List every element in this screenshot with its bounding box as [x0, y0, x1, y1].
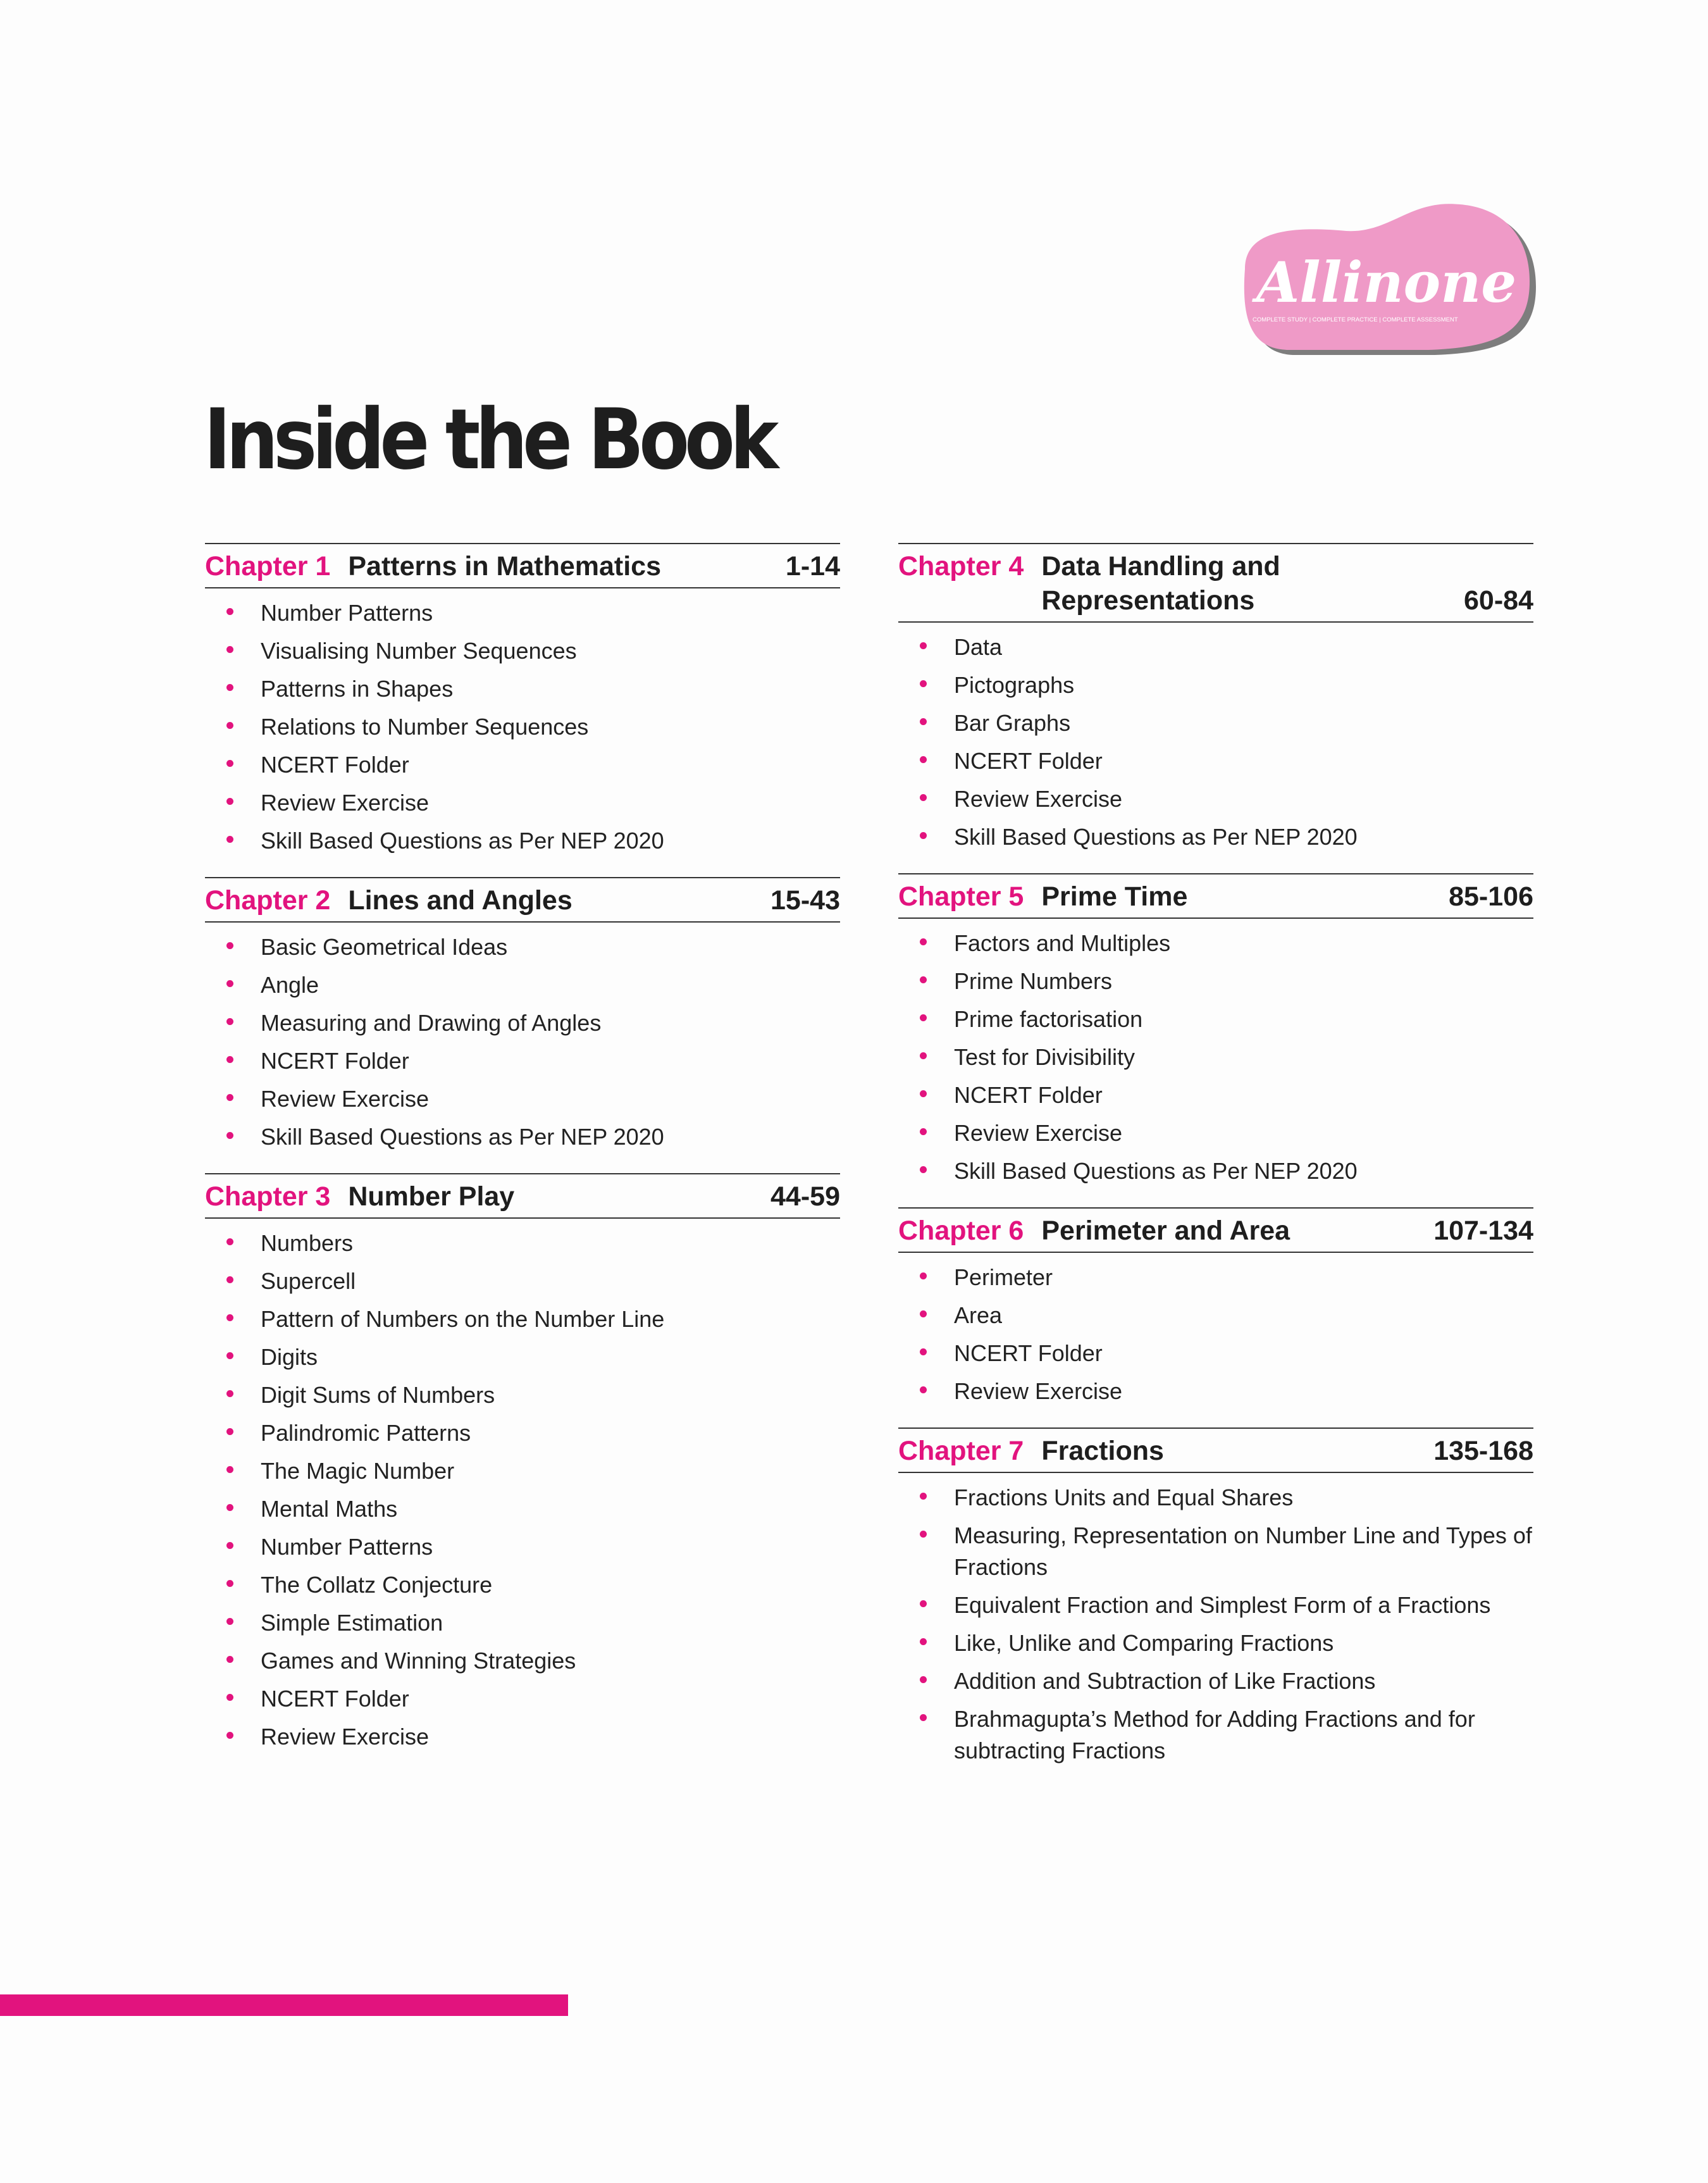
topic-item [205, 787, 840, 819]
topic-item [205, 673, 840, 705]
topic-label: Palindromic Patterns [261, 1420, 471, 1446]
topic-label: Skill Based Questions as Per NEP 2020 [261, 1124, 664, 1150]
topic-label: Skill Based Questions as Per NEP 2020 [954, 1158, 1358, 1184]
topic-label: Test for Divisibility [954, 1044, 1136, 1070]
bullet-dot-icon [226, 1390, 233, 1397]
topic-label: Review Exercise [261, 1086, 430, 1112]
topic-list [898, 928, 1533, 1187]
page-title: Inside the Book [204, 391, 774, 488]
chapter-title: Patterns in Mathematics [348, 551, 661, 582]
topic-item [898, 631, 1533, 663]
topic-item [898, 1627, 1533, 1659]
topic-label: The Magic Number [261, 1458, 455, 1484]
topic-label: Mental Maths [261, 1496, 398, 1522]
topic-label: Review Exercise [954, 1378, 1123, 1404]
bullet-dot-icon [920, 1386, 927, 1393]
bullet-dot-icon [226, 1732, 233, 1739]
bullet-dot-icon [226, 760, 233, 767]
topic-label: Pictographs [954, 672, 1075, 698]
topic-item [205, 1228, 840, 1259]
chapter-section [898, 873, 1533, 1187]
topic-label: Relations to Number Sequences [261, 714, 589, 740]
bullet-dot-icon [226, 1056, 233, 1063]
topic-label: NCERT Folder [261, 1048, 409, 1074]
topic-item [898, 1262, 1533, 1293]
bullet-dot-icon [226, 1694, 233, 1701]
topic-label: Brahmagupta’s Method for Adding Fractions and for subtracting Fractions [954, 1706, 1475, 1763]
chapter-section [898, 543, 1533, 853]
bullet-dot-icon [920, 1272, 927, 1279]
topic-label: Patterns in Shapes [261, 676, 454, 702]
topic-label: Review Exercise [954, 1120, 1123, 1146]
bullet-dot-icon [920, 1090, 927, 1097]
chapter-heading [898, 1207, 1533, 1253]
topic-label: Measuring and Drawing of Angles [261, 1010, 602, 1036]
topic-item [205, 969, 840, 1001]
topic-item [205, 1531, 840, 1563]
topic-item [898, 1155, 1533, 1187]
topic-item [898, 1079, 1533, 1111]
chapter-title: Prime Time [1041, 881, 1188, 912]
bullet-dot-icon [226, 1276, 233, 1283]
bullet-dot-icon [920, 1310, 927, 1317]
topic-item [898, 1338, 1533, 1369]
topic-label: NCERT Folder [954, 748, 1103, 774]
topic-list [898, 631, 1533, 853]
topic-item [205, 1121, 840, 1153]
bullet-dot-icon [226, 1018, 233, 1025]
topic-item [898, 1300, 1533, 1331]
topic-label: Supercell [261, 1268, 356, 1294]
bullet-dot-icon [226, 1580, 233, 1587]
logo-wordmark: Allinone [1256, 249, 1517, 315]
topic-label: Skill Based Questions as Per NEP 2020 [261, 828, 664, 854]
bullet-dot-icon [920, 1052, 927, 1059]
topic-label: Addition and Subtraction of Like Fractions [954, 1668, 1376, 1694]
topic-label: Games and Winning Strategies [261, 1648, 576, 1674]
bullet-dot-icon [226, 608, 233, 615]
bullet-dot-icon [920, 938, 927, 945]
chapter-section [205, 543, 840, 857]
topic-item [205, 635, 840, 667]
bullet-dot-icon [920, 718, 927, 725]
chapter-pages: 15-43 [770, 885, 840, 916]
chapter-title: Fractions [1041, 1436, 1164, 1466]
topic-item [898, 966, 1533, 997]
topic-label: Simple Estimation [261, 1610, 443, 1636]
bullet-dot-icon [226, 1656, 233, 1663]
bullet-dot-icon [226, 684, 233, 691]
bullet-dot-icon [226, 980, 233, 987]
bullet-dot-icon [920, 1166, 927, 1173]
bullet-dot-icon [226, 1542, 233, 1549]
topic-item [205, 597, 840, 629]
chapter-heading [205, 543, 840, 588]
chapter-pages: 60-84 [1464, 585, 1533, 616]
topic-label: Bar Graphs [954, 710, 1071, 736]
chapter-heading [898, 873, 1533, 919]
chapter-pages: 107-134 [1433, 1216, 1533, 1246]
topic-item [205, 1083, 840, 1115]
topic-item [205, 1341, 840, 1373]
bullet-dot-icon [226, 1352, 233, 1359]
chapter-number: Chapter 5 [898, 881, 1024, 912]
topic-item [205, 1569, 840, 1601]
topic-label: Fractions Units and Equal Shares [954, 1484, 1294, 1510]
chapter-pages: 135-168 [1433, 1436, 1533, 1466]
topic-label: Number Patterns [261, 1534, 433, 1560]
bullet-dot-icon [226, 646, 233, 653]
chapter-number: Chapter 1 [205, 551, 331, 582]
bullet-dot-icon [226, 1132, 233, 1139]
chapter-title: Lines and Angles [348, 885, 572, 916]
topic-label: Number Patterns [261, 600, 433, 626]
chapter-section [205, 877, 840, 1153]
topic-label: Digit Sums of Numbers [261, 1382, 495, 1408]
topic-label: Pattern of Numbers on the Number Line [261, 1306, 665, 1332]
bullet-dot-icon [920, 1348, 927, 1355]
topic-label: Visualising Number Sequences [261, 638, 577, 664]
topic-item [898, 1042, 1533, 1073]
topic-label: Angle [261, 972, 319, 998]
chapter-number: Chapter 2 [205, 885, 331, 916]
chapter-section [898, 1207, 1533, 1407]
topic-item [205, 825, 840, 857]
toc-column-left [205, 543, 840, 1773]
chapter-number: Chapter 4 [898, 551, 1024, 582]
bullet-dot-icon [920, 1714, 927, 1721]
bullet-dot-icon [920, 1638, 927, 1645]
bullet-dot-icon [226, 1094, 233, 1101]
bullet-dot-icon [920, 976, 927, 983]
topic-item [898, 928, 1533, 959]
bullet-dot-icon [226, 836, 233, 843]
bullet-dot-icon [920, 1014, 927, 1021]
bullet-dot-icon [920, 680, 927, 687]
topic-label: Review Exercise [261, 1724, 430, 1750]
topic-item [898, 783, 1533, 815]
chapter-pages: 44-59 [770, 1181, 840, 1212]
topic-list [205, 597, 840, 857]
chapter-section [205, 1173, 840, 1753]
bullet-dot-icon [226, 1314, 233, 1321]
topic-item [898, 1376, 1533, 1407]
topic-label: Data [954, 634, 1003, 660]
topic-label: Basic Geometrical Ideas [261, 934, 508, 960]
topic-label: Measuring, Representation on Number Line and Types of Fractions [954, 1522, 1532, 1580]
topic-label: Area [954, 1302, 1003, 1328]
topic-label: Skill Based Questions as Per NEP 2020 [954, 824, 1358, 850]
bullet-dot-icon [920, 1600, 927, 1607]
chapter-number: Chapter 7 [898, 1436, 1024, 1466]
bullet-dot-icon [920, 1128, 927, 1135]
bullet-dot-icon [920, 642, 927, 649]
topic-item [205, 1455, 840, 1487]
topic-label: NCERT Folder [261, 752, 409, 778]
chapter-pages: 85-106 [1449, 881, 1533, 912]
topic-label: Prime factorisation [954, 1006, 1143, 1032]
chapter-number: Chapter 3 [205, 1181, 331, 1212]
topic-item [898, 1589, 1533, 1621]
bullet-dot-icon [226, 1618, 233, 1625]
topic-list [205, 931, 840, 1153]
topic-label: Perimeter [954, 1264, 1053, 1290]
topic-item [205, 1303, 840, 1335]
chapter-heading [205, 1173, 840, 1219]
bullet-dot-icon [920, 832, 927, 839]
logo-tagline: COMPLETE STUDY | COMPLETE PRACTICE | COMPLETE ASSESSMENT [1253, 316, 1458, 323]
bullet-dot-icon [920, 794, 927, 801]
topic-list [898, 1262, 1533, 1407]
chapter-title: Perimeter and Area [1041, 1216, 1290, 1246]
topic-item [898, 1703, 1533, 1767]
topic-item [205, 1607, 840, 1639]
topic-item [898, 669, 1533, 701]
bullet-dot-icon [226, 1428, 233, 1435]
topic-label: NCERT Folder [954, 1340, 1103, 1366]
bullet-dot-icon [226, 722, 233, 729]
topic-item [898, 745, 1533, 777]
topic-label: Factors and Multiples [954, 930, 1171, 956]
topic-item [205, 1645, 840, 1677]
bullet-dot-icon [226, 798, 233, 805]
bullet-dot-icon [920, 756, 927, 763]
topic-label: Like, Unlike and Comparing Fractions [954, 1630, 1334, 1656]
toc-column-right [898, 543, 1533, 1787]
topic-item [205, 711, 840, 743]
topic-label: Equivalent Fraction and Simplest Form of a Fractions [954, 1592, 1491, 1618]
chapter-pages: 1-14 [785, 551, 840, 582]
topic-item [898, 1520, 1533, 1583]
bullet-dot-icon [920, 1531, 927, 1538]
bullet-dot-icon [226, 1504, 233, 1511]
topic-item [898, 821, 1533, 853]
topic-item [205, 1683, 840, 1715]
topic-label: Prime Numbers [954, 968, 1113, 994]
topic-item [898, 707, 1533, 739]
topic-label: Digits [261, 1344, 318, 1370]
topic-item [898, 1117, 1533, 1149]
bullet-dot-icon [226, 1238, 233, 1245]
chapter-heading [898, 1427, 1533, 1473]
topic-item [898, 1482, 1533, 1514]
topic-item [205, 1379, 840, 1411]
footer-accent-bar [0, 1994, 568, 2016]
topic-item [205, 1721, 840, 1753]
topic-label: Numbers [261, 1230, 354, 1256]
topic-label: Review Exercise [954, 786, 1123, 812]
topic-item [205, 931, 840, 963]
topic-label: NCERT Folder [261, 1686, 409, 1712]
topic-item [205, 1417, 840, 1449]
topic-item [898, 1004, 1533, 1035]
topic-item [205, 749, 840, 781]
topic-list [205, 1228, 840, 1753]
bullet-dot-icon [226, 942, 233, 949]
chapter-title: Data Handling and Representations [1041, 551, 1280, 616]
topic-item [205, 1493, 840, 1525]
chapter-section [898, 1427, 1533, 1767]
topic-label: NCERT Folder [954, 1082, 1103, 1108]
bullet-dot-icon [226, 1466, 233, 1473]
topic-item [898, 1665, 1533, 1697]
topic-label: Review Exercise [261, 790, 430, 816]
chapter-heading [205, 877, 840, 923]
topic-item [205, 1007, 840, 1039]
topic-item [205, 1045, 840, 1077]
chapter-title: Number Play [348, 1181, 515, 1212]
chapter-heading [898, 543, 1533, 623]
allinone-logo [1220, 193, 1536, 358]
bullet-dot-icon [920, 1676, 927, 1683]
topic-label: The Collatz Conjecture [261, 1572, 493, 1598]
topic-list [898, 1482, 1533, 1767]
bullet-dot-icon [920, 1493, 927, 1500]
chapter-number: Chapter 6 [898, 1216, 1024, 1246]
topic-item [205, 1266, 840, 1297]
